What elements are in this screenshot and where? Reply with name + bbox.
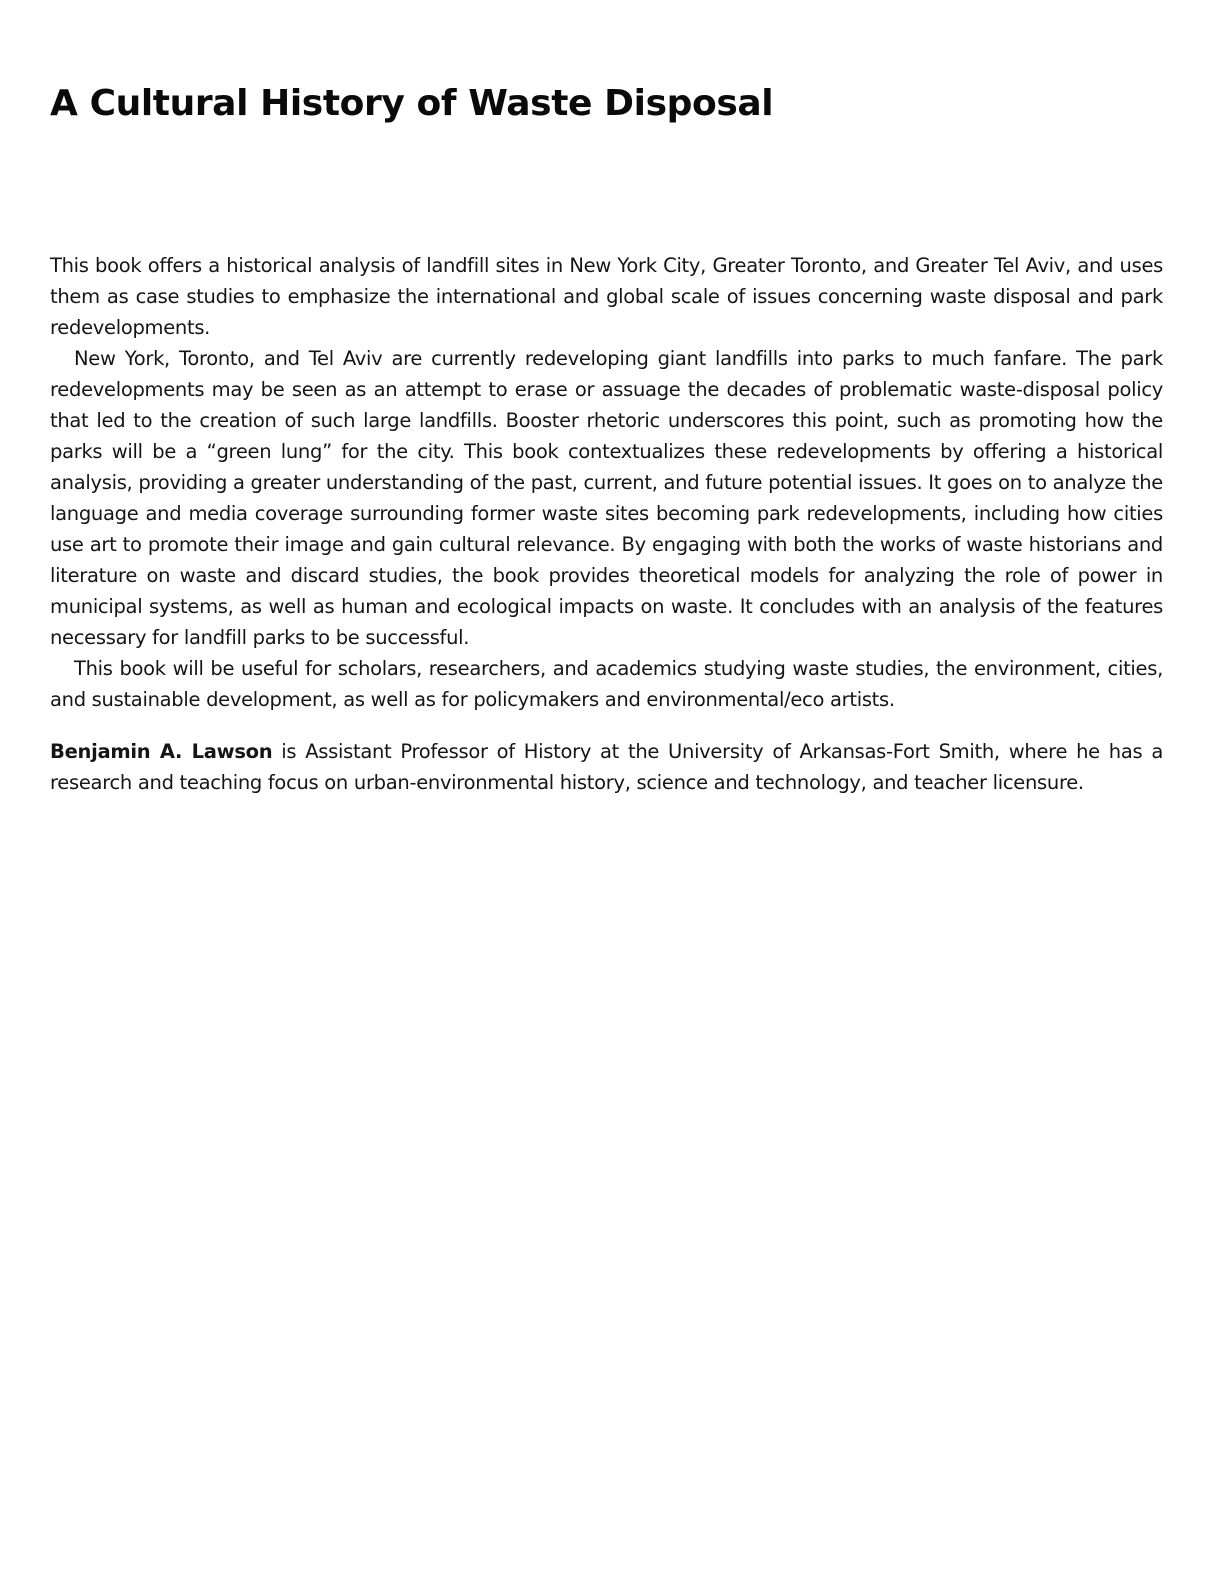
description-paragraph-1: This book offers a historical analysis of landfill sites in New York City, Greater Toronto, and Greater Tel Aviv, and uses them as case studies to emphasize the international and global scale of issues concerning waste disposal and park redevelopments.: [50, 254, 1163, 339]
description-paragraph-3: This book will be useful for scholars, researchers, and academics studying waste studies, the environment, cities, and sustainable development, as well as for policymakers and environmental/eco artists.: [50, 657, 1163, 711]
author-name: Benjamin A. Lawson: [50, 740, 273, 763]
author-bio-text: is Assistant Professor of History at the University of Arkansas-Fort Smith, where he has a research and teaching focus on urban-environmental history, science and technology, and teacher licensure.: [50, 740, 1163, 794]
book-description: [50, 250, 1163, 798]
author-bio: [50, 736, 1163, 798]
description-paragraph-2: New York, Toronto, and Tel Aviv are currently redeveloping giant landfills into parks to much fanfare. The park redevelopments may be seen as an attempt to erase or assuage the decades of problematic waste-disposal policy that led to the creation of such large landfills. Booster rhetoric underscores this point, such as promoting how the parks will be a “green lung” for the city. This book contextualizes these redevelopments by offering a historical analysis, providing a greater understanding of the past, current, and future potential issues. It goes on to analyze the language and media coverage surrounding former waste sites becoming park redevelopments, including how cities use art to promote their image and gain cultural relevance. By engaging with both the works of waste historians and literature on waste and discard studies, the book provides theoretical models for analyzing the role of power in municipal systems, as well as human and ecological impacts on waste. It concludes with an analysis of the features necessary for landfill parks to be successful.: [50, 347, 1163, 649]
book-title: A Cultural History of Waste Disposal: [50, 83, 774, 124]
